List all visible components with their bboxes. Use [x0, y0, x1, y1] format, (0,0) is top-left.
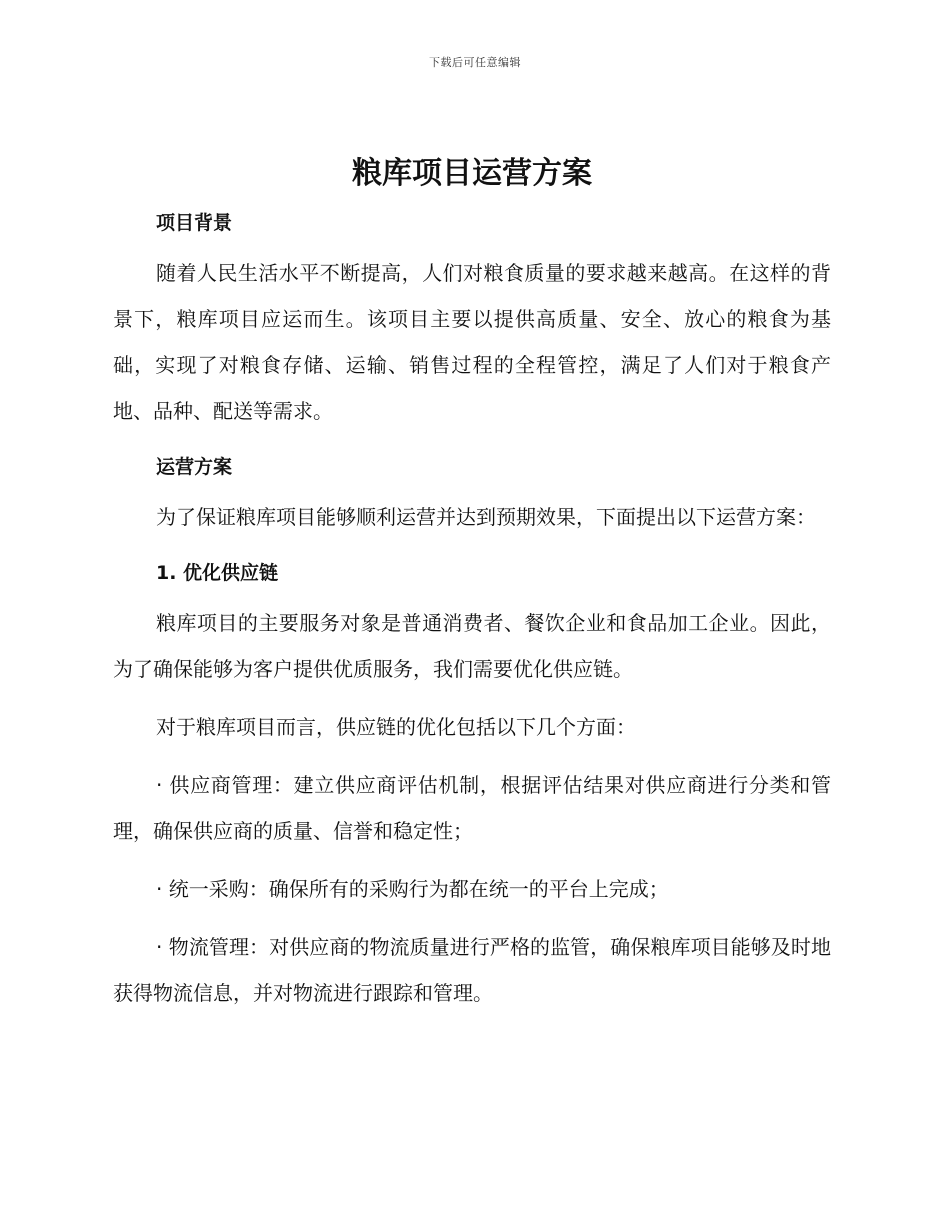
section-heading-operation: 运营方案	[156, 456, 233, 478]
spacer	[113, 482, 831, 494]
document-title: 粮库项目运营方案	[352, 156, 592, 191]
bullet-supplier-management: · 供应商管理：建立供应商评估机制，根据评估结果对供应商进行分类和管理，确保供应商的质量、信誉和稳定性；	[113, 773, 831, 843]
spacer	[113, 588, 831, 600]
paragraph-supply-aspects: 对于粮库项目而言，供应链的优化包括以下几个方面：	[156, 715, 636, 739]
bullet-unified-procurement: · 统一采购：确保所有的采购行为都在统一的平台上完成；	[156, 877, 669, 901]
spacer	[113, 912, 831, 924]
spacer	[113, 238, 831, 250]
section-heading-background: 项目背景	[156, 212, 233, 234]
spacer	[113, 854, 831, 866]
page-header-note: 下载后可任意编辑	[429, 56, 521, 69]
bullet-logistics-management: · 物流管理：对供应商的物流质量进行严格的监管，确保粮库项目能够及时地获得物流信息，并对物流进行跟踪和管理。	[113, 935, 831, 1005]
paragraph-background: 随着人民生活水平不断提高，人们对粮食质量的要求越来越高。在这样的背景下，粮库项目应运而生。该项目主要以提供高质量、安全、放心的粮食为基础，实现了对粮食存储、运输、销售过程的全程管控，满足了人们对于粮食产地、品种、配送等需求。	[113, 261, 831, 423]
section-heading-supply-chain: 1. 优化供应链	[156, 562, 279, 584]
document-body	[113, 148, 831, 1016]
spacer	[113, 750, 831, 762]
spacer	[113, 540, 831, 558]
spacer	[113, 692, 831, 704]
spacer	[113, 434, 831, 452]
paragraph-operation: 为了保证粮库项目能够顺利运营并达到预期效果，下面提出以下运营方案：	[156, 505, 816, 529]
paragraph-supply-intro: 粮库项目的主要服务对象是普通消费者、餐饮企业和食品加工企业。因此，为了确保能够为客户提供优质服务，我们需要优化供应链。	[113, 611, 831, 681]
